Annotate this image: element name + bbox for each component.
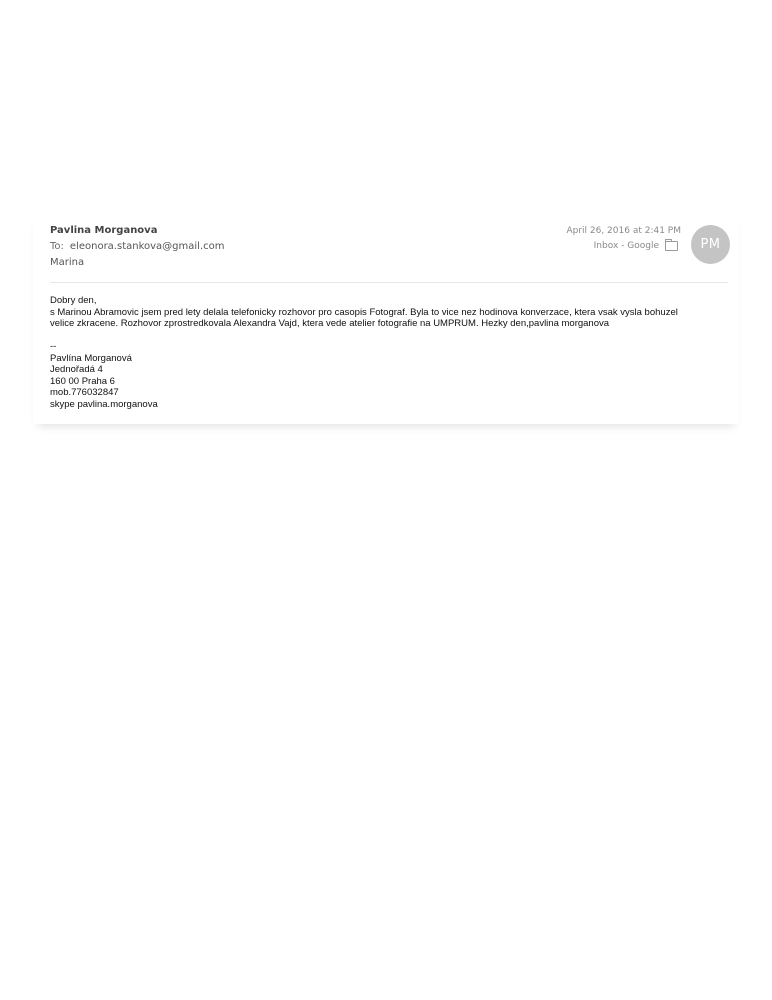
recipient-line — [50, 241, 225, 252]
signature-gap — [50, 330, 722, 342]
signature-separator: -- — [50, 341, 57, 352]
message-header — [33, 212, 739, 282]
signature-skype: skype pavlina.morganova — [50, 398, 158, 410]
signature-city: 160 00 Praha 6 — [50, 375, 115, 387]
body-line: velice zkracene. Rozhovor zprostredkovala Alexandra Vajd, ktera vede atelier fotografie na UMPRUM. Hezky den,pavlina morganova — [50, 318, 610, 329]
recipient-address[interactable]: eleonora.stankova@gmail.com — [69, 241, 225, 252]
signature-mobile: mob.776032847 — [50, 387, 119, 398]
message-date: April 26, 2016 at 2:41 PM — [566, 226, 681, 236]
mailbox-folder-label: Inbox - Google — [593, 241, 659, 251]
signature-name: Pavlína Morganová — [50, 352, 132, 364]
folder-icon — [665, 241, 678, 251]
signature-street: Jednořadá 4 — [50, 364, 103, 375]
body-line: s Marinou Abramovic jsem pred lety delala telefonicky rozhovor pro casopis Fotograf. Byla to vice nez hodinova konverzace, ktera vsak vysla bohuzel — [50, 306, 678, 318]
header-divider — [50, 282, 728, 283]
mailbox-folder[interactable] — [594, 241, 678, 251]
sender-name[interactable]: Pavlina Morganova — [50, 225, 158, 236]
to-label: To: — [50, 241, 64, 252]
message-subject: Marina — [50, 257, 85, 268]
body-greeting: Dobry den, — [50, 295, 97, 306]
sender-avatar: PM — [691, 225, 730, 264]
email-message-card — [33, 212, 739, 424]
message-body — [50, 295, 722, 410]
